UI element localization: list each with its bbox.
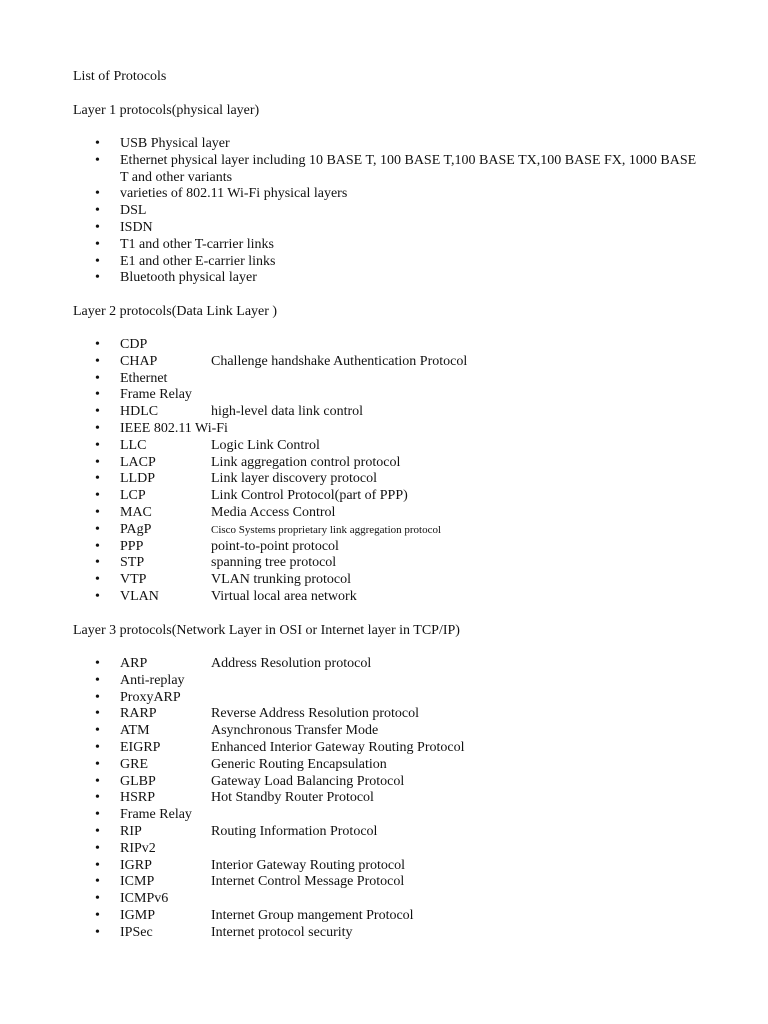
- layer1-heading: Layer 1 protocols(physical layer): [73, 103, 260, 118]
- protocol-name: VLAN: [120, 588, 159, 604]
- protocol-description: Interior Gateway Routing protocol: [211, 857, 406, 873]
- protocol-description: Hot Standby Router Protocol: [211, 790, 374, 806]
- bullet-icon: •: [95, 538, 100, 554]
- list-item-text: Ethernet physical layer including 10 BASE T, 100 BASE T,100 BASE TX,100 BASE FX, 1000 BASE T and other variants: [120, 152, 697, 185]
- bullet-icon: •: [95, 907, 100, 923]
- protocol-description: Internet protocol security: [211, 924, 353, 940]
- protocol-description: Link aggregation control protocol: [211, 454, 401, 470]
- protocol-description: Address Resolution protocol: [211, 656, 372, 671]
- bullet-icon: •: [95, 404, 100, 420]
- bullet-icon: •: [95, 136, 100, 151]
- protocol-name: CHAP: [120, 353, 158, 369]
- bullet-icon: •: [95, 807, 100, 823]
- protocol-description: Enhanced Interior Gateway Routing Protocol: [211, 739, 465, 755]
- bullet-icon: •: [95, 353, 100, 369]
- protocol-name: HSRP: [120, 790, 156, 806]
- bullet-icon: •: [95, 790, 100, 806]
- list-item-text: USB Physical layer: [120, 136, 230, 151]
- protocol-description: Virtual local area network: [211, 588, 357, 604]
- bullet-icon: •: [95, 823, 100, 839]
- bullet-icon: •: [95, 756, 100, 772]
- bullet-icon: •: [95, 236, 100, 252]
- protocol-description: Gateway Load Balancing Protocol: [211, 773, 405, 789]
- bullet-icon: •: [95, 588, 100, 604]
- bullet-icon: •: [95, 152, 100, 168]
- protocol-description: Generic Routing Encapsulation: [211, 756, 387, 772]
- protocol-name: LLDP: [120, 471, 155, 487]
- protocol-name: Frame Relay: [120, 807, 192, 823]
- bullet-icon: •: [95, 437, 100, 453]
- bullet-icon: •: [95, 773, 100, 789]
- document-title: List of Protocols: [73, 69, 167, 84]
- protocol-name: ICMP: [120, 874, 155, 890]
- protocol-name: VTP: [120, 572, 147, 588]
- bullet-icon: •: [95, 203, 100, 219]
- protocol-name: ProxyARP: [120, 689, 181, 705]
- protocol-name: HDLC: [120, 404, 159, 420]
- protocol-name: GRE: [120, 756, 148, 772]
- protocol-name: ARP: [120, 656, 148, 671]
- bullet-icon: •: [95, 370, 100, 386]
- protocol-name: GLBP: [120, 773, 156, 789]
- bullet-icon: •: [95, 891, 100, 907]
- protocol-name: MAC: [120, 504, 152, 520]
- bullet-icon: •: [95, 253, 100, 269]
- bullet-icon: •: [95, 555, 100, 571]
- layer3-heading: Layer 3 protocols(Network Layer in OSI or Internet layer in TCP/IP): [73, 623, 460, 638]
- protocol-description: VLAN trunking protocol: [211, 572, 351, 588]
- bullet-icon: •: [95, 219, 100, 235]
- protocol-description: Asynchronous Transfer Mode: [211, 723, 379, 739]
- bullet-icon: •: [95, 739, 100, 755]
- protocol-description: Cisco Systems proprietary link aggregation protocol: [211, 523, 442, 536]
- protocol-name: LLC: [120, 437, 147, 453]
- protocol-name: IGMP: [120, 907, 156, 923]
- protocol-name: IPSec: [120, 924, 153, 940]
- protocol-name: IGRP: [120, 857, 152, 873]
- protocol-name: Anti-replay: [120, 672, 185, 688]
- protocol-description: Logic Link Control: [211, 437, 320, 453]
- bullet-icon: •: [95, 924, 100, 940]
- protocol-name: LACP: [120, 454, 156, 470]
- bullet-icon: •: [95, 454, 100, 470]
- bullet-icon: •: [95, 337, 100, 352]
- protocol-name: Ethernet: [120, 370, 168, 386]
- protocol-name: PPP: [120, 538, 144, 554]
- protocol-description: Internet Group mangement Protocol: [211, 907, 414, 923]
- protocol-description: point-to-point protocol: [211, 538, 339, 554]
- bullet-icon: •: [95, 387, 100, 403]
- protocol-description: Link Control Protocol(part of PPP): [211, 488, 408, 504]
- bullet-icon: •: [95, 656, 100, 671]
- protocol-description: Media Access Control: [211, 504, 336, 520]
- list-item-text: Bluetooth physical layer: [120, 270, 257, 286]
- bullet-icon: •: [95, 840, 100, 856]
- protocol-name: ATM: [120, 723, 150, 739]
- protocol-name: ICMPv6: [120, 891, 169, 907]
- bullet-icon: •: [95, 572, 100, 588]
- list-item-text: T1 and other T-carrier links: [120, 236, 274, 252]
- bullet-icon: •: [95, 857, 100, 873]
- list-item-text: ISDN: [120, 219, 153, 235]
- bullet-icon: •: [95, 270, 100, 286]
- protocol-description: Routing Information Protocol: [211, 823, 378, 839]
- protocol-name: Frame Relay: [120, 387, 192, 403]
- protocol-name: EIGRP: [120, 739, 161, 755]
- bullet-icon: •: [95, 420, 100, 436]
- bullet-icon: •: [95, 471, 100, 487]
- list-item-text: varieties of 802.11 Wi-Fi physical layers: [120, 186, 348, 202]
- protocol-name: CDP: [120, 337, 148, 352]
- protocol-name: LCP: [120, 488, 146, 504]
- bullet-icon: •: [95, 672, 100, 688]
- protocol-description: high-level data link control: [211, 404, 364, 420]
- bullet-icon: •: [95, 521, 100, 537]
- bullet-icon: •: [95, 706, 100, 722]
- protocol-description: Internet Control Message Protocol: [211, 874, 405, 890]
- bullet-icon: •: [95, 723, 100, 739]
- protocol-description: Link layer discovery protocol: [211, 471, 378, 487]
- protocol-description: spanning tree protocol: [211, 555, 337, 571]
- list-item-text: E1 and other E-carrier links: [120, 253, 276, 269]
- protocol-description: Challenge handshake Authentication Protocol: [211, 353, 468, 369]
- bullet-icon: •: [95, 874, 100, 890]
- protocol-description: Reverse Address Resolution protocol: [211, 706, 420, 722]
- bullet-icon: •: [95, 186, 100, 202]
- protocol-name: RARP: [120, 706, 157, 722]
- bullet-icon: •: [95, 488, 100, 504]
- protocol-name: STP: [120, 555, 145, 571]
- protocol-name: IEEE 802.11 Wi-Fi: [120, 420, 228, 436]
- bullet-icon: •: [95, 689, 100, 705]
- protocol-name: RIPv2: [120, 840, 156, 856]
- bullet-icon: •: [95, 504, 100, 520]
- layer2-heading: Layer 2 protocols(Data Link Layer ): [73, 304, 278, 319]
- protocol-name: RIP: [120, 823, 142, 839]
- protocol-name: PAgP: [120, 521, 152, 537]
- list-item-text: DSL: [120, 203, 147, 219]
